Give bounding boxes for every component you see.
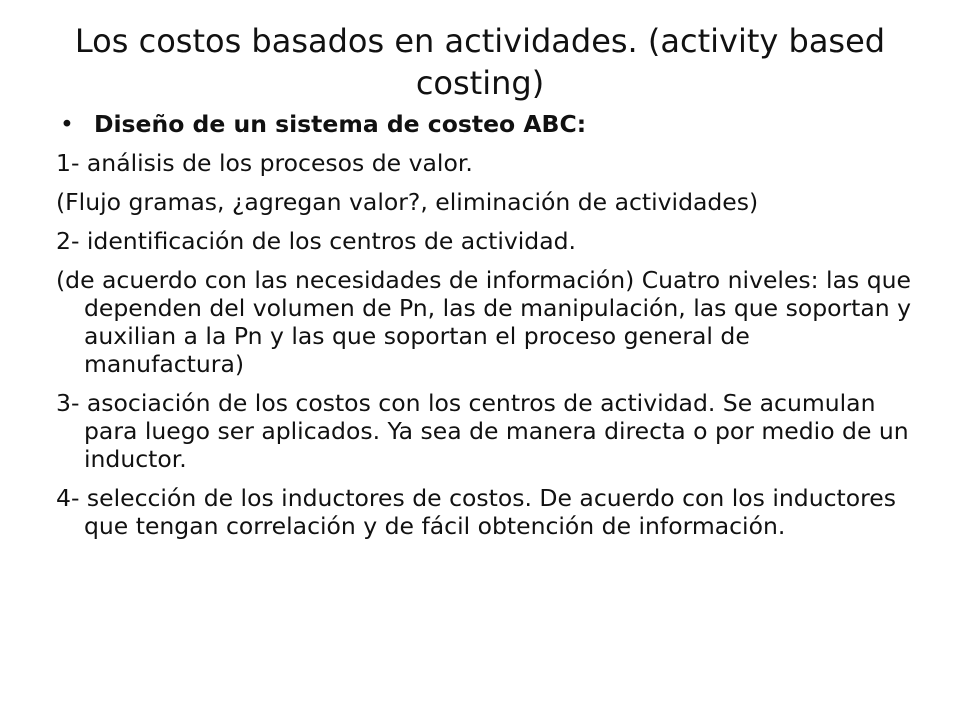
paragraph-step-1-note: (Flujo gramas, ¿agregan valor?, eliminación de actividades) [56,188,759,216]
paragraph-step-3: 3- asociación de los costos con los centros de actividad. Se acumulan para luego ser aplicados. Ya sea de manera directa o por medio de un inductor. [56,389,909,473]
slide-title: Los costos basados en actividades. (activity based costing) [74,22,886,102]
bullet-icon: • [60,110,74,138]
bullet-heading [56,110,916,138]
paragraph-step-2-note: (de acuerdo con las necesidades de información) Cuatro niveles: las que dependen del volumen de Pn, las de manipulación, las que soportan y auxilian a la Pn y las que soportan el proceso general de manufactura) [56,266,912,378]
paragraph-step-1: 1- análisis de los procesos de valor. [56,149,473,177]
slide-body [56,110,916,551]
paragraph-step-2: 2- identificación de los centros de actividad. [56,227,576,255]
bullet-heading-text: Diseño de un sistema de costeo ABC: [94,110,587,138]
paragraph-step-4: 4- selección de los inductores de costos. De acuerdo con los inductores que tengan correlación y de fácil obtención de información. [56,484,896,540]
